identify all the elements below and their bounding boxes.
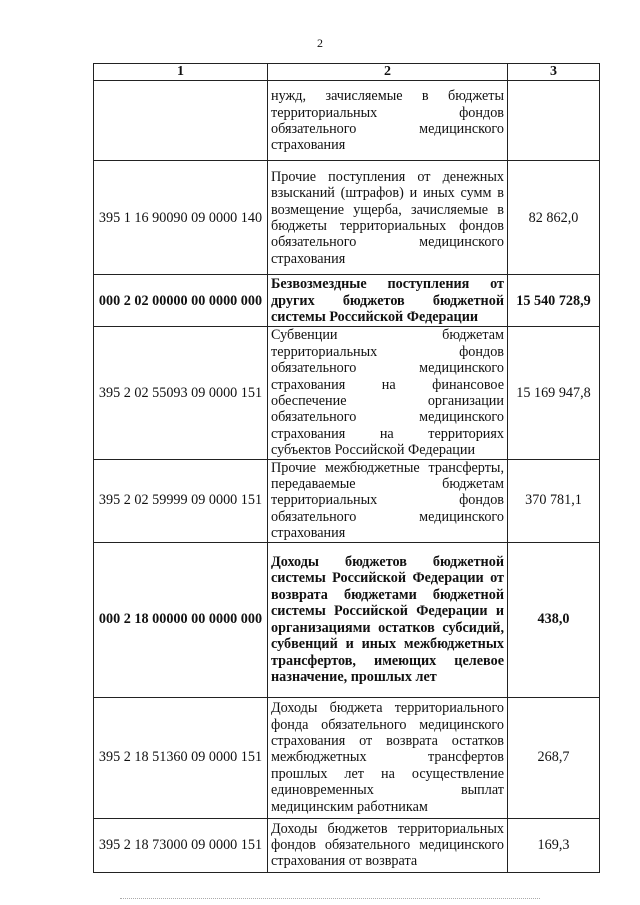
row-code: 395 2 02 55093 09 0000 151 xyxy=(94,327,268,459)
row-amount: 82 862,0 xyxy=(508,161,600,275)
table-row xyxy=(94,697,600,818)
row-amount: 169,3 xyxy=(508,818,600,872)
budget-revenue-table xyxy=(93,63,600,873)
row-amount: 15 169 947,8 xyxy=(508,327,600,459)
row-description: нужд, зачисляемые в бюджеты территориальных фондов обязательного медицинского страхования xyxy=(268,81,508,161)
table-row-section xyxy=(94,542,600,697)
scan-edge-line xyxy=(120,898,540,899)
row-code: 395 1 16 90090 09 0000 140 xyxy=(94,161,268,275)
table-header-row xyxy=(94,64,600,81)
table-row xyxy=(94,81,600,161)
row-amount xyxy=(508,81,600,161)
row-code: 395 2 18 73000 09 0000 151 xyxy=(94,818,268,872)
table-row-section xyxy=(94,275,600,327)
column-header-amount: 3 xyxy=(508,64,600,81)
table-row xyxy=(94,818,600,872)
row-description: Прочие поступления от денежных взысканий (штрафов) и иных сумм в возмещение ущерба, зачисляемые в бюджеты территориальных фондов обязательного медицинского страхования xyxy=(268,161,508,275)
row-code: 000 2 18 00000 00 0000 000 xyxy=(94,542,268,697)
row-description: Доходы бюджета территориального фонда обязательного медицинского страхования от возврата остатков межбюджетных трансфертов прошлых лет на осуществление единовременных выплат медицинским работникам xyxy=(268,697,508,818)
row-code: 000 2 02 00000 00 0000 000 xyxy=(94,275,268,327)
row-amount: 15 540 728,9 xyxy=(508,275,600,327)
table-row xyxy=(94,459,600,542)
row-amount: 438,0 xyxy=(508,542,600,697)
column-header-code: 1 xyxy=(94,64,268,81)
row-description: Субвенции бюджетам территориальных фондов обязательного медицинского страхования на финансовое обеспечение организации обязательного медицинского страхования на территориях субъектов Российской Федерации xyxy=(268,327,508,459)
column-header-description: 2 xyxy=(268,64,508,81)
row-description: Прочие межбюджетные трансферты, передаваемые бюджетам территориальных фондов обязательного медицинского страхования xyxy=(268,459,508,542)
page-number: 2 xyxy=(317,36,323,50)
row-description: Доходы бюджетов территориальных фондов обязательного медицинского страхования от возврата xyxy=(268,818,508,872)
row-code: 395 2 18 51360 09 0000 151 xyxy=(94,697,268,818)
row-code xyxy=(94,81,268,161)
row-code: 395 2 02 59999 09 0000 151 xyxy=(94,459,268,542)
row-description: Безвозмездные поступления от других бюджетов бюджетной системы Российской Федерации xyxy=(268,275,508,327)
row-amount: 268,7 xyxy=(508,697,600,818)
row-amount: 370 781,1 xyxy=(508,459,600,542)
table-row xyxy=(94,327,600,459)
table-row xyxy=(94,161,600,275)
row-description: Доходы бюджетов бюджетной системы Российской Федерации от возврата бюджетами бюджетной системы Российской Федерации и организациями остатков субсидий, субвенций и иных межбюджетных трансфертов, имеющих целевое назначение, прошлых лет xyxy=(268,542,508,697)
